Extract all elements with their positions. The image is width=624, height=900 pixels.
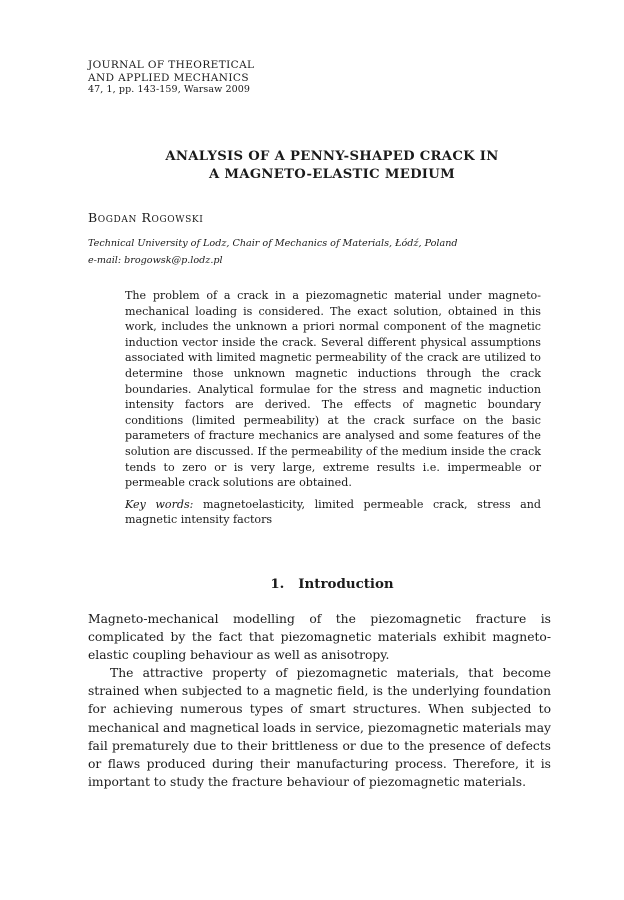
body-text [88, 610, 551, 791]
abstract-text: The problem of a crack in a piezomagnetic material under magneto-mechanical loading is considered. The exact solution, obtained in this work, includes the unknown a priori normal component of the magnetic induction vector inside the crack. Several different physical assumptions associated with limited magnetic permeability of the crack are utilized to determine those unknown magnetic inductions through the crack boundaries. Analytical formulae for the stress and magnetic induction intensity factors are derived. The effects of magnetic boundary conditions (limited permeability) at the crack surface on the basic parameters of fracture mechanics are analysed and some features of the solution are discussed. If the permeability of the medium inside the crack tends to zero or is very large, extreme results i.e. impermeable or permeable crack solutions are obtained. [125, 289, 541, 490]
paper-title-line-2: A MAGNETO-ELASTIC MEDIUM [209, 167, 455, 182]
paragraph-2: The attractive property of piezomagnetic materials, that become strained when subjected to a magnetic field, is the underlying foundation for achieving numerous types of smart structures. When subjected to mechanical and magnetical loads in service, piezomagnetic materials may fail prematurely due to their brittleness or due to the presence of defects or flaws produced during their manufacturing process. Therefore, it is important to study the fracture behaviour of piezomagnetic materials. [88, 666, 552, 789]
section-title: Introduction [298, 576, 394, 592]
journal-name-line-2: AND APPLIED MECHANICS [88, 71, 249, 84]
journal-name-line-1: JOURNAL OF THEORETICAL [88, 59, 255, 71]
section-number: 1. [270, 576, 285, 592]
keywords-label: Key words: [125, 497, 194, 511]
keywords-text: magnetoelasticity, limited permeable crack, stress and magnetic intensity factors [125, 497, 541, 527]
author-email[interactable]: e-mail: brogowsk@p.lodz.pl [88, 255, 223, 266]
abstract [125, 288, 541, 528]
paper-title-line-1: ANALYSIS OF A PENNY-SHAPED CRACK IN [165, 149, 499, 164]
keywords [125, 497, 541, 528]
journal-header [88, 59, 254, 97]
section-heading [88, 576, 576, 592]
affiliation: Technical University of Lodz, Chair of Mechanics of Materials, Łódź, Poland [88, 238, 458, 249]
author-affiliation-block [88, 235, 458, 269]
author-name: Bogdan Rogowski [88, 210, 204, 225]
paper-title [88, 148, 576, 184]
journal-volume-info: 47, 1, pp. 143-159, Warsaw 2009 [88, 84, 251, 95]
paragraph-1: Magneto-mechanical modelling of the piezomagnetic fracture is complicated by the fact that piezomagnetic materials exhibit magneto-elastic coupling behaviour as well as anisotropy. [88, 612, 551, 663]
